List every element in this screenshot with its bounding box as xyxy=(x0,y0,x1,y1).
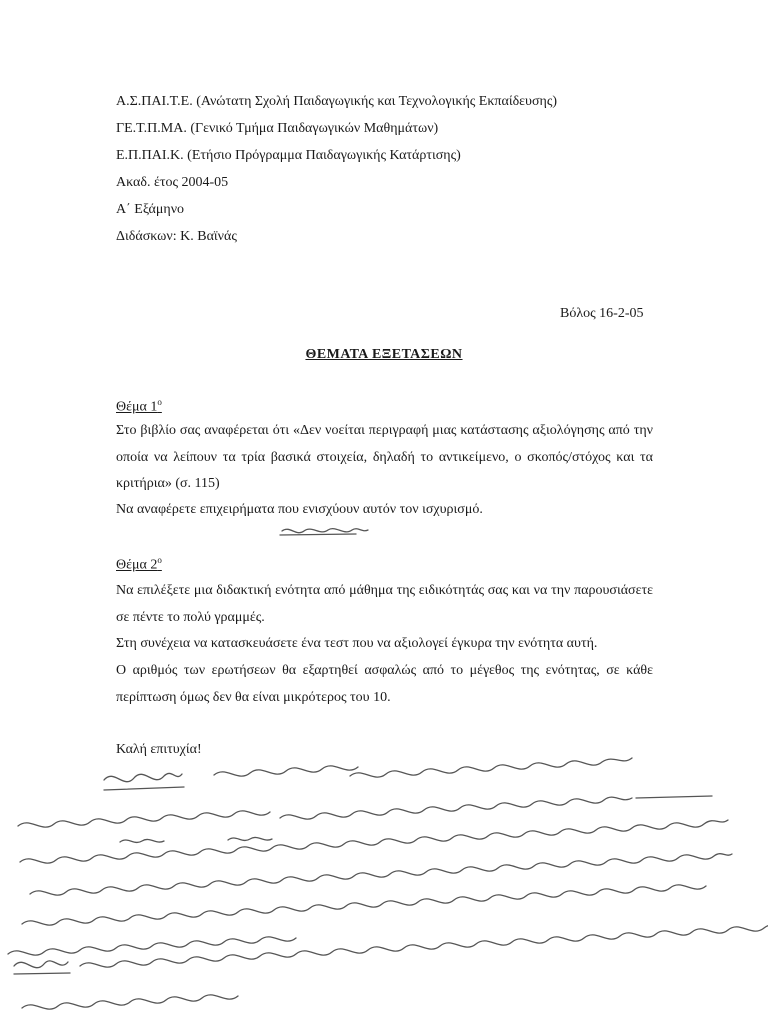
header-line-semester: Α΄ Εξάμηνο xyxy=(116,202,185,217)
topic2-heading-sup: ο xyxy=(157,555,162,565)
closing-wish: Καλή επιτυχία! xyxy=(116,742,202,757)
header-line-program: Ε.Π.ΠΑΙ.Κ. (Ετήσιο Πρόγραμμα Παιδαγωγικής Κατάρτισης) xyxy=(116,148,461,163)
topic1-heading-text: Θέμα 1 xyxy=(116,399,158,415)
header-line-academic-year: Ακαδ. έτος 2004-05 xyxy=(116,175,229,190)
topic1-text: Στο βιβλίο σας αναφέρεται ότι «Δεν νοείται περιγραφή μιας κατάστασης αξιολόγησης από την οποία να λείπουν τα τρία βασικά στοιχεία, δηλαδή το αντικείμενο, ο σκοπός/στόχος και τα κριτήρια» (σ. 115) xyxy=(116,423,653,491)
topic2-text3: Ο αριθμός των ερωτήσεων θα εξαρτηθεί ασφαλώς από το μέγεθος της ενότητας, σε κάθε περίπτωση όμως δεν θα είναι μικρότερος του 10. xyxy=(116,663,653,705)
topic2-text2: Στη συνέχεια να κατασκευάσετε ένα τεστ που να αξιολογεί έγκυρα την ενότητα αυτή. xyxy=(116,636,598,651)
exam-date: Βόλος 16-2-05 xyxy=(560,306,644,321)
page-title: ΘΕΜΑΤΑ ΕΞΕΤΑΣΕΩΝ xyxy=(305,347,463,362)
header-line-institution: Α.Σ.ΠΑΙ.Τ.Ε. (Ανώτατη Σχολή Παιδαγωγικής και Τεχνολογικής Εκπαίδευσης) xyxy=(116,94,558,109)
header-line-instructor: Διδάσκων: Κ. Βαϊνάς xyxy=(116,229,237,244)
topic1-heading-sup: ο xyxy=(157,397,162,407)
header-line-department: ΓΕ.Τ.Π.ΜΑ. (Γενικό Τμήμα Παιδαγωγικών Μαθημάτων) xyxy=(116,121,439,136)
topic2-heading-text: Θέμα 2 xyxy=(116,557,158,573)
topic1-task: Να αναφέρετε επιχειρήματα που ενισχύουν αυτόν τον ισχυρισμό. xyxy=(116,502,483,517)
topic2-text1: Να επιλέξετε μια διδακτική ενότητα από μάθημα της ειδικότητάς σας και να την παρουσιάσετε σε πέντε το πολύ γραμμές. xyxy=(116,583,653,625)
